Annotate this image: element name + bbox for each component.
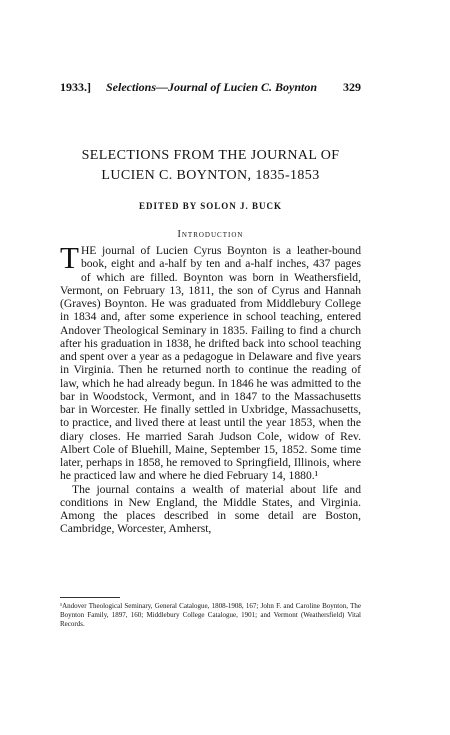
running-head-year: 1933.]	[60, 80, 91, 94]
article-body	[60, 240, 361, 536]
running-head-title: Selections—Journal of Lucien C. Boynton	[106, 80, 318, 94]
paragraph-1-text: HE journal of Lucien Cyrus Boynton is a leather-bound book, eight and a-half by ten and a-half inches, 437 pages of which are filled. Boynton was born in Weathersfield, Vermont, on February 13, 1811, the son of Cyrus and Hannah (Graves) Boynton. He was graduated from Middlebury College in 1834 and, after some experience in school teaching, entered Andover Theological Seminary in 1835. Failing to find a church after his graduation in 1838, he drifted back into school teaching and spent over a year as a pedagogue in Delaware and five years in Virginia. Then he returned north to continue the reading of law, which he had already begun. In 1846 he was admitted to the bar in Woodstock, Vermont, and in 1847 to the Massachusetts bar in Worcester. He finally settled in Uxbridge, Massachusetts, to practice, and lived there at least until the year 1853, when the diary closes. He married Sarah Judson Cole, widow of Rev. Albert Cole of Bluehill, Maine, September 15, 1852. Some time later, perhaps in 1858, he removed to Springfield, Illinois, where he practiced law and where he died February 14, 1880.¹	[60, 244, 361, 483]
page-number: 329	[343, 80, 361, 94]
footnote-rule	[60, 597, 120, 598]
section-heading: Introduction	[177, 229, 244, 240]
paragraph-2: The journal contains a wealth of material about life and conditions in New England, the Middle States, and Virginia. Among the places described in some detail are Boston, Cambridge, Worcester, Amherst,	[60, 482, 361, 536]
article-editor: EDITED BY SOLON J. BUCK	[139, 201, 282, 211]
paragraph-1	[60, 240, 361, 483]
article-title: SELECTIONS FROM THE JOURNAL OF LUCIEN C. BOYNTON, 1835-1853	[81, 148, 340, 183]
drop-cap: T	[60, 240, 79, 275]
footnote: ¹Andover Theological Seminary, General Catalogue, 1808-1908, 167; John F. and Caroline Boynton, The Boynton Family, 1897, 160; Middlebury College Catalogue, 1901; and Vermont (Weathersfield) Vital Records.	[60, 602, 361, 628]
